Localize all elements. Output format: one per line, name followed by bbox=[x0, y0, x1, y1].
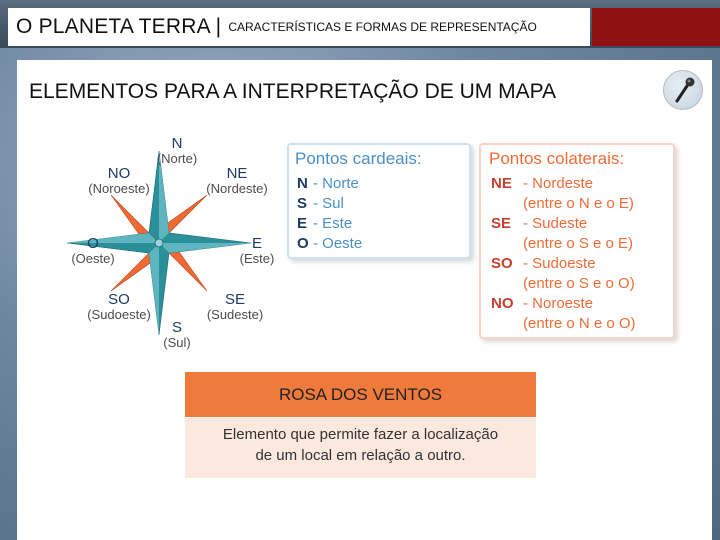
header-title: O PLANETA TERRA | bbox=[16, 15, 222, 38]
list-item: N - Norte bbox=[297, 175, 359, 192]
collateral-points-list bbox=[491, 175, 636, 335]
cardinal-points-box bbox=[287, 143, 471, 259]
header-subtitle: CARACTERÍSTICAS E FORMAS DE REPRESENTAÇÃO bbox=[228, 20, 537, 34]
cardinal-points-list bbox=[297, 175, 362, 255]
compass-label-northwest: NO (Noroeste) bbox=[88, 165, 150, 196]
header-title-bar bbox=[8, 8, 590, 46]
list-item: E - Este bbox=[297, 215, 353, 232]
slide-panel bbox=[17, 60, 712, 540]
header-accent-block bbox=[592, 8, 720, 46]
compass-label-east: E (Este) bbox=[239, 235, 275, 266]
list-item: NE - Nordeste (entre o N e o E) bbox=[491, 175, 634, 212]
compass-label-northeast: NE (Nordeste) bbox=[206, 165, 268, 196]
legend-description bbox=[185, 418, 536, 478]
legend-line: de um local em relação a outro. bbox=[255, 447, 466, 464]
list-item: S - Sul bbox=[297, 195, 344, 212]
collateral-points-title: Pontos colaterais: bbox=[489, 149, 625, 168]
collateral-points-box bbox=[479, 143, 675, 339]
compass-label-south: S (Sul) bbox=[163, 319, 191, 350]
slide-title: ELEMENTOS PARA A INTERPRETAÇÃO DE UM MAPA bbox=[29, 80, 557, 103]
header-band bbox=[0, 0, 720, 48]
compass-label-west: O (Oeste) bbox=[71, 235, 115, 266]
cardinal-points-title: Pontos cardeais: bbox=[295, 149, 422, 168]
list-item: SO - Sudoeste (entre o S e o O) bbox=[491, 255, 635, 292]
legend-title: ROSA DOS VENTOS bbox=[185, 372, 536, 417]
legend-line: Elemento que permite fazer a localização bbox=[222, 426, 499, 443]
pin-icon bbox=[663, 70, 703, 110]
list-item: O - Oeste bbox=[297, 235, 363, 252]
compass-label-southeast: SE (Sudeste) bbox=[206, 291, 264, 322]
compass-rose bbox=[47, 130, 277, 356]
compass-label-north: N (Norte) bbox=[156, 135, 198, 166]
compass-label-southwest: SO (Sudoeste) bbox=[87, 291, 151, 322]
list-item: SE - Sudeste (entre o S e o E) bbox=[491, 215, 634, 252]
list-item: NO - Noroeste (entre o N e o O) bbox=[491, 295, 636, 332]
